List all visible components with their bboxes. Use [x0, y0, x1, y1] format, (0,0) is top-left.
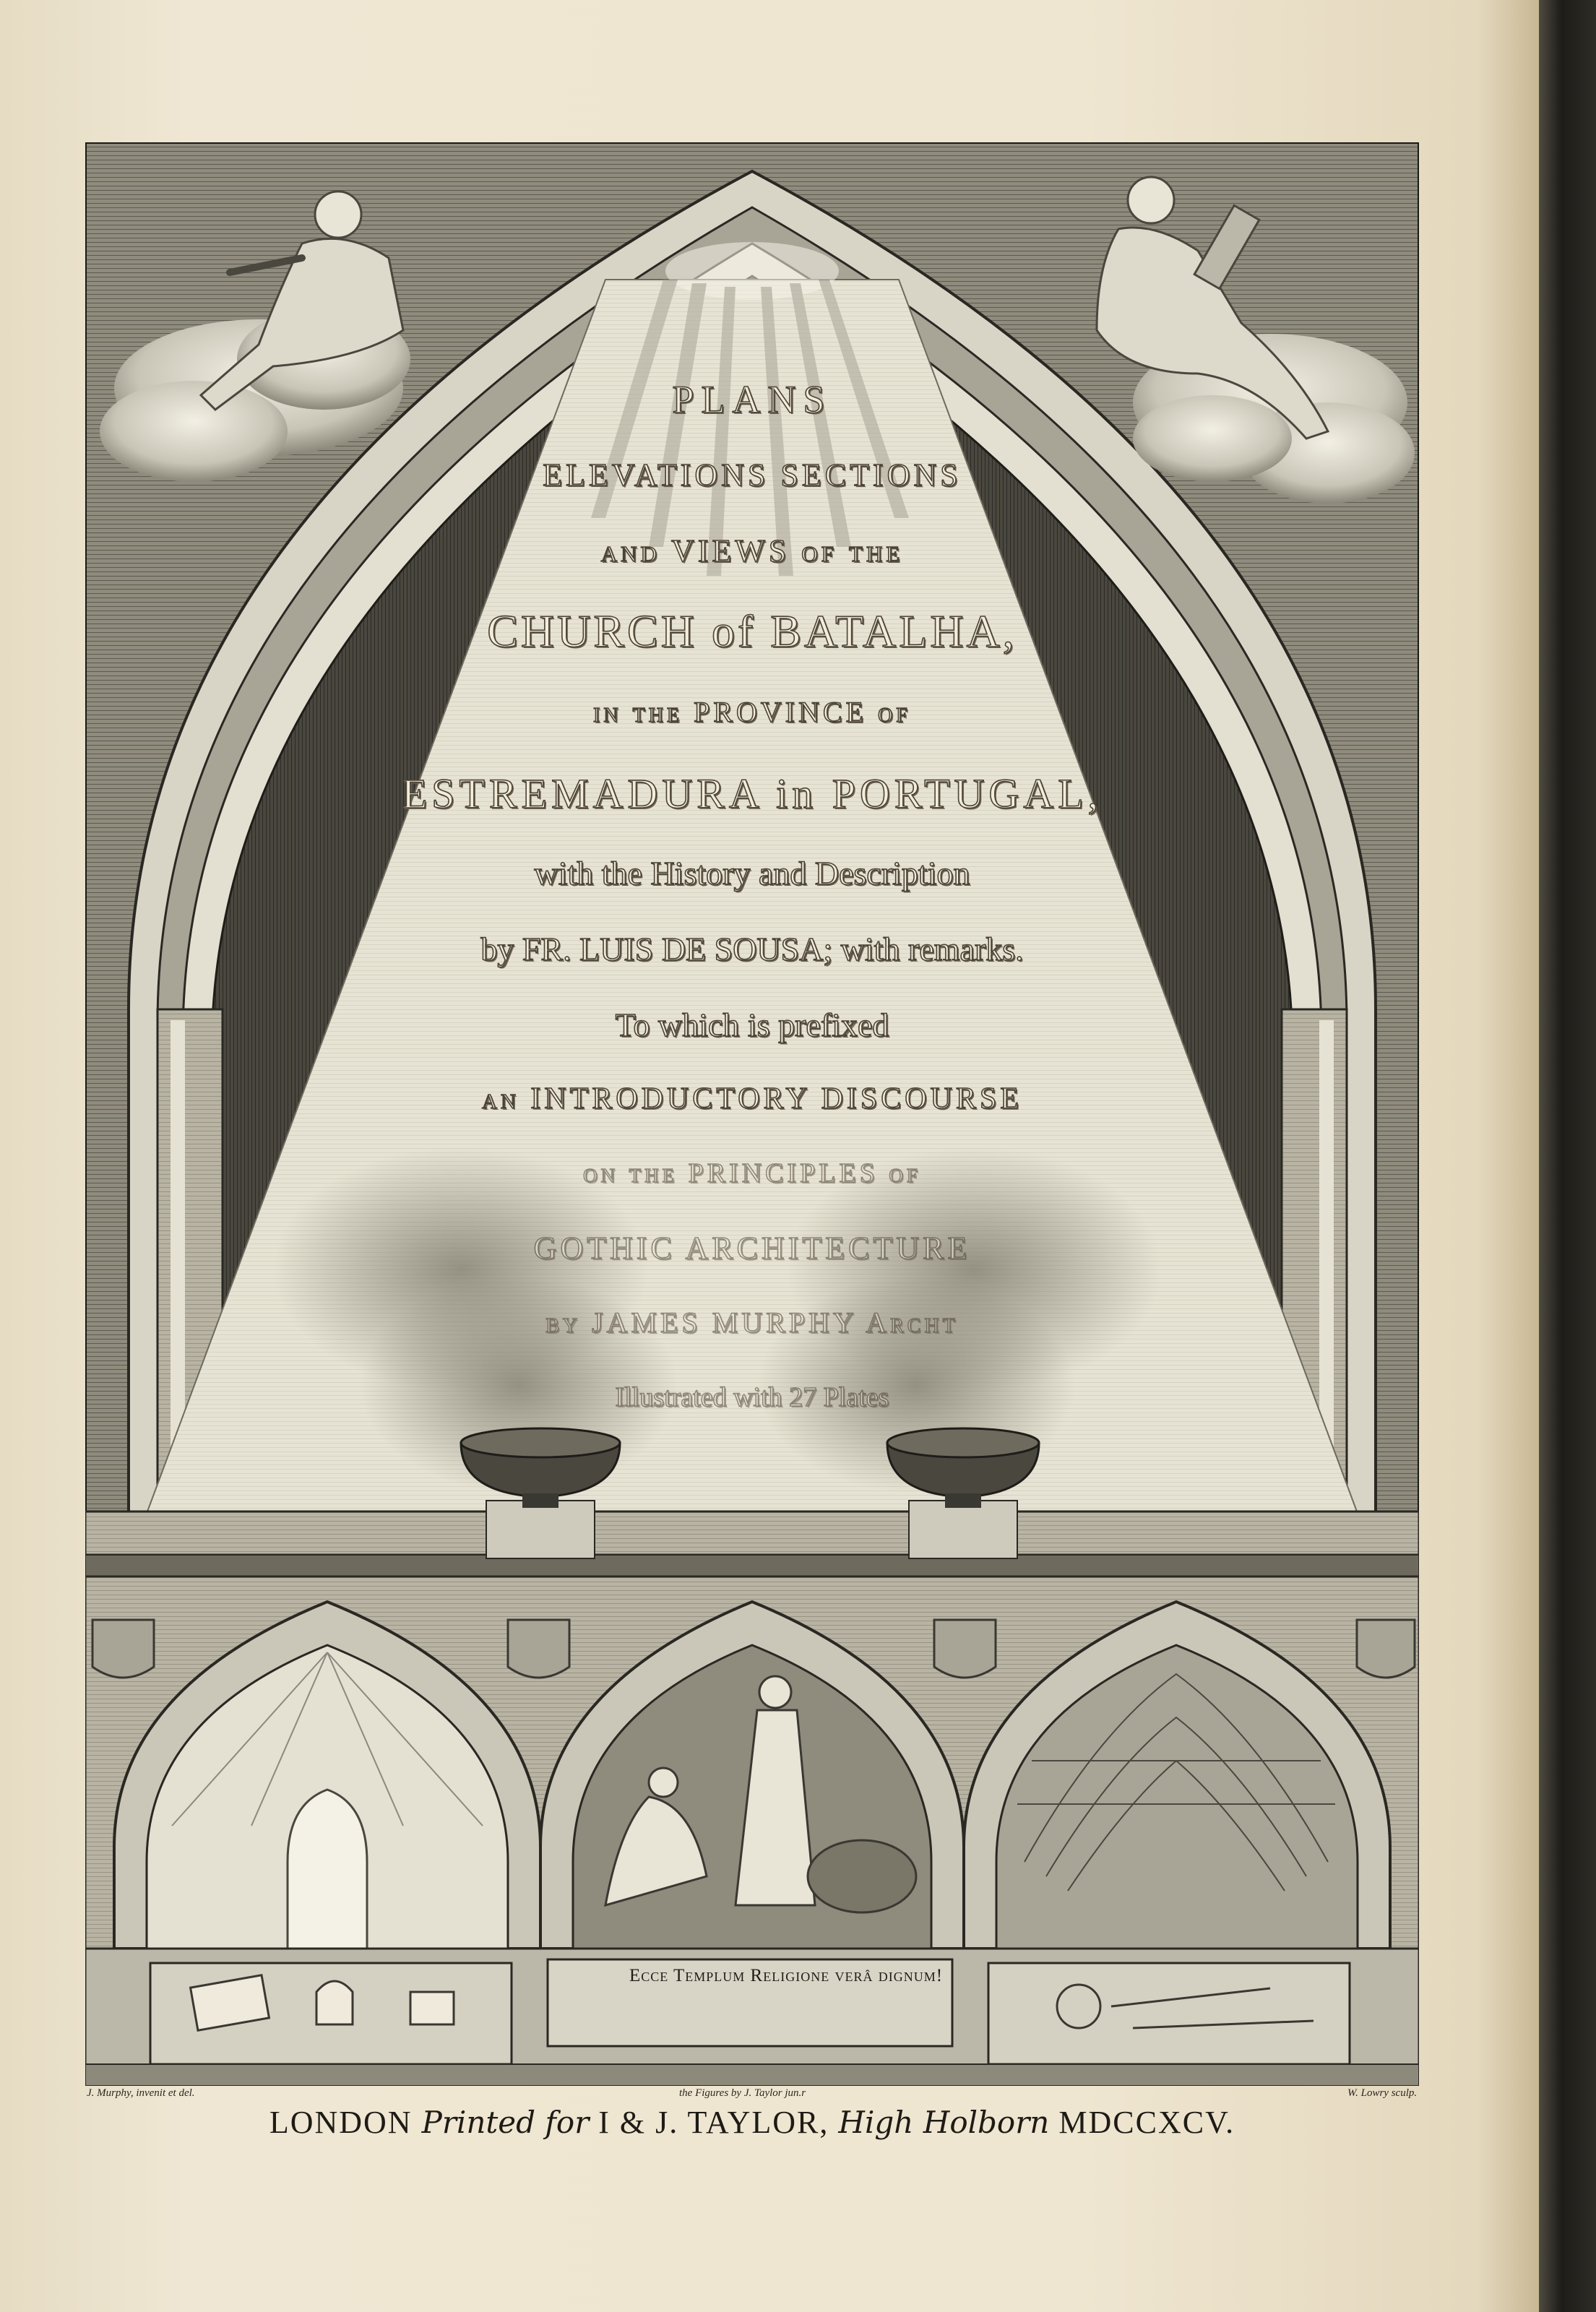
imprint-street: High Holborn: [838, 2105, 1050, 2140]
title-line-4: CHURCH of BATALHA,: [487, 605, 1017, 657]
motto: Ecce Templum Religione verâ dignum!: [629, 1966, 944, 1985]
title-line-12: GOTHIC ARCHITECTURE: [533, 1230, 971, 1266]
imprint-year: MDCCXCV.: [1058, 2105, 1235, 2140]
title-line-9: To which is prefixed: [615, 1006, 889, 1043]
title-line-8: by FR. LUIS DE SOUSA; with remarks.: [480, 931, 1024, 967]
credit-engraver: W. Lowry sculp.: [1347, 2087, 1418, 2099]
title-line-2: ELEVATIONS SECTIONS: [543, 457, 962, 493]
title-line-3: and VIEWS of the: [600, 533, 904, 569]
shield-icon: [508, 1620, 569, 1678]
title-line-11: on the PRINCIPLES of: [583, 1158, 921, 1189]
imprint-printed-for: Printed for: [421, 2105, 590, 2140]
imprint: [85, 2104, 1419, 2141]
title-line-5: in the PROVINCE of: [593, 696, 911, 728]
credit-designer: J. Murphy, invenit et del.: [87, 2087, 195, 2099]
imprint-city: LONDON: [269, 2105, 413, 2140]
engraved-plate: [85, 142, 1419, 2086]
title-line-7: with the History and Description: [534, 855, 970, 892]
imprint-publisher: I & J. TAYLOR,: [598, 2105, 829, 2140]
shield-icon: [92, 1620, 154, 1678]
credit-figures: the Figures by J. Taylor jun.r: [679, 2087, 806, 2099]
panel-tools-right: [988, 1963, 1350, 2064]
ledge: [85, 1511, 1419, 1555]
shield-icon: [934, 1620, 996, 1678]
shield-icon: [1357, 1620, 1415, 1678]
title-line-6: ESTREMADURA in PORTUGAL,: [401, 770, 1103, 817]
title-line-14: Illustrated with 27 Plates: [615, 1382, 889, 1412]
book-spine-edge: [1539, 0, 1596, 2312]
title-line-13: by JAMES MURPHY Archt: [545, 1306, 959, 1339]
title-line-10: an INTRODUCTORY DISCOURSE: [482, 1082, 1022, 1116]
title-line-1: PLANS: [672, 378, 832, 421]
